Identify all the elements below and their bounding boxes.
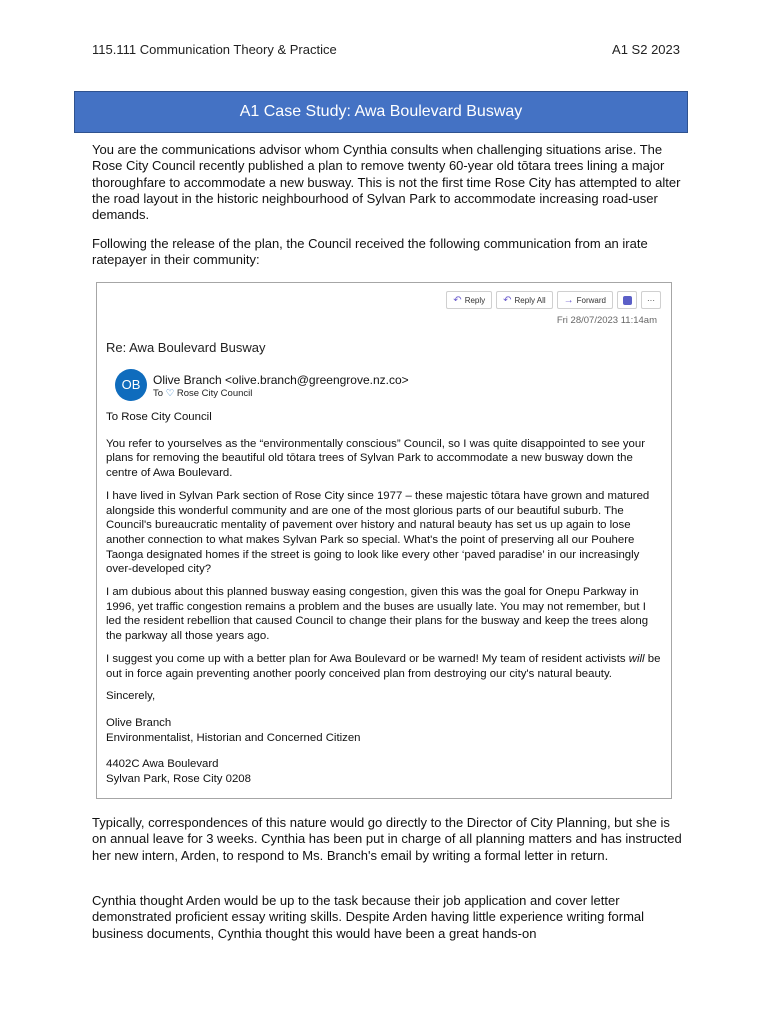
recipient-line <box>153 388 252 399</box>
more-icon: ··· <box>647 295 655 305</box>
teams-button[interactable] <box>617 291 637 309</box>
more-button[interactable] <box>641 291 661 309</box>
email-screenshot <box>96 282 672 799</box>
sender-name: Olive Branch <olive.branch@greengrove.nz.co> <box>153 373 409 387</box>
email-date: Fri 28/07/2023 11:14am <box>556 315 657 326</box>
email-closing: Sincerely, <box>106 690 156 703</box>
teams-icon <box>623 296 632 305</box>
p4-text: I suggest you come up with a better plan for Awa Boulevard or be warned! My team of resident activists <box>106 652 629 665</box>
email-body <box>106 410 661 787</box>
forward-label: Forward <box>576 295 606 305</box>
email-paragraph: I am dubious about this planned busway easing congestion, given this was the goal for Onepu Parkway in 1996, yet traffic congestion remains a problem and the buses are usually late. You may not remember, but I led the resident rebellion that caused Council to change their plans for the busway and keep the trees along the parkway all those years ago. <box>106 586 649 643</box>
course-title: 115.111 Communication Theory & Practice <box>92 42 337 57</box>
to-label: To <box>153 388 164 399</box>
reply-all-label: Reply All <box>514 295 546 305</box>
forward-button[interactable] <box>557 291 613 309</box>
email-paragraph: You refer to yourselves as the “environmentally conscious” Council, so I was quite disappointed to see your plans for removing the beautiful old tōtara trees of Sylvan Park to accommodate a new busway down the centre of Awa Boulevard. <box>106 437 646 480</box>
intro-paragraph: You are the communications advisor whom Cynthia consults when challenging situations arise. The Rose City Council recently published a plan to remove twenty 60-year old tōtara trees lining a major thoroughfare to accommodate a new busway. This is not the first time Rose City has attempted to alter the road layout in the historic neighbourhood of Sylvan Park to accommodate increasing road-user demands. <box>92 142 681 223</box>
email-paragraph: I have lived in Sylvan Park section of Rose City since 1977 – these majestic tōtara have grown and matured alongside this wonderful community and are one of the most glorious parts of our beautiful suburb. The Council's bureaucratic mentality of pavement over history and natural beauty has set us up again to lose another connection to what makes Sylvan Park so special. What's the point of preserving all our Pouhere Taonga designated homes if the street is going to look like every other ‘paved paradise’ in our increasingly over-developed city? <box>106 489 650 576</box>
signature-title: Environmentalist, Historian and Concerned Citizen <box>106 731 361 744</box>
intro-paragraph: Following the release of the plan, the Council received the following communication from an irate ratepayer in their community: <box>92 236 648 268</box>
email-actions <box>446 291 661 309</box>
reply-all-button[interactable] <box>496 291 553 309</box>
email-subject: Re: Awa Boulevard Busway <box>106 340 266 355</box>
reply-label: Reply <box>464 295 486 305</box>
group-icon: ♡ <box>165 388 175 399</box>
body-paragraph: Typically, correspondences of this nature would go directly to the Director of City Planning, but she is on annual leave for 3 weeks. Cynthia has been put in charge of all planning matters and has instructed her new intern, Arden, to respond to Ms. Branch's email by writing a formal letter in return. <box>92 815 682 863</box>
reply-button[interactable] <box>446 291 492 309</box>
avatar: OB <box>115 369 147 401</box>
case-study-title: A1 Case Study: Awa Boulevard Busway <box>74 91 688 133</box>
email-greeting: To Rose City Council <box>106 411 212 423</box>
forward-icon: → <box>563 294 574 306</box>
body-paragraph: Cynthia thought Arden would be up to the task because their job application and cover letter demonstrated proficient essay writing skills. Despite Arden having little experience writing formal business documents, Cynthia thought this would have been a great hands-on <box>92 893 645 941</box>
term-label: A1 S2 2023 <box>612 42 680 57</box>
p4-text-end: be out in force again preventing another poorly conceived plan from destroying our city's natural beauty. <box>106 652 661 680</box>
recipient-name: Rose City Council <box>176 388 253 399</box>
signature-name: Olive Branch <box>106 716 172 729</box>
reply-all-icon: ↶ <box>503 294 512 306</box>
p4-emphasis: will <box>628 652 645 665</box>
reply-icon: ↶ <box>453 294 462 306</box>
address-line: 4402C Awa Boulevard <box>106 758 219 771</box>
address-line: Sylvan Park, Rose City 0208 <box>106 773 251 786</box>
email-paragraph <box>106 652 661 681</box>
